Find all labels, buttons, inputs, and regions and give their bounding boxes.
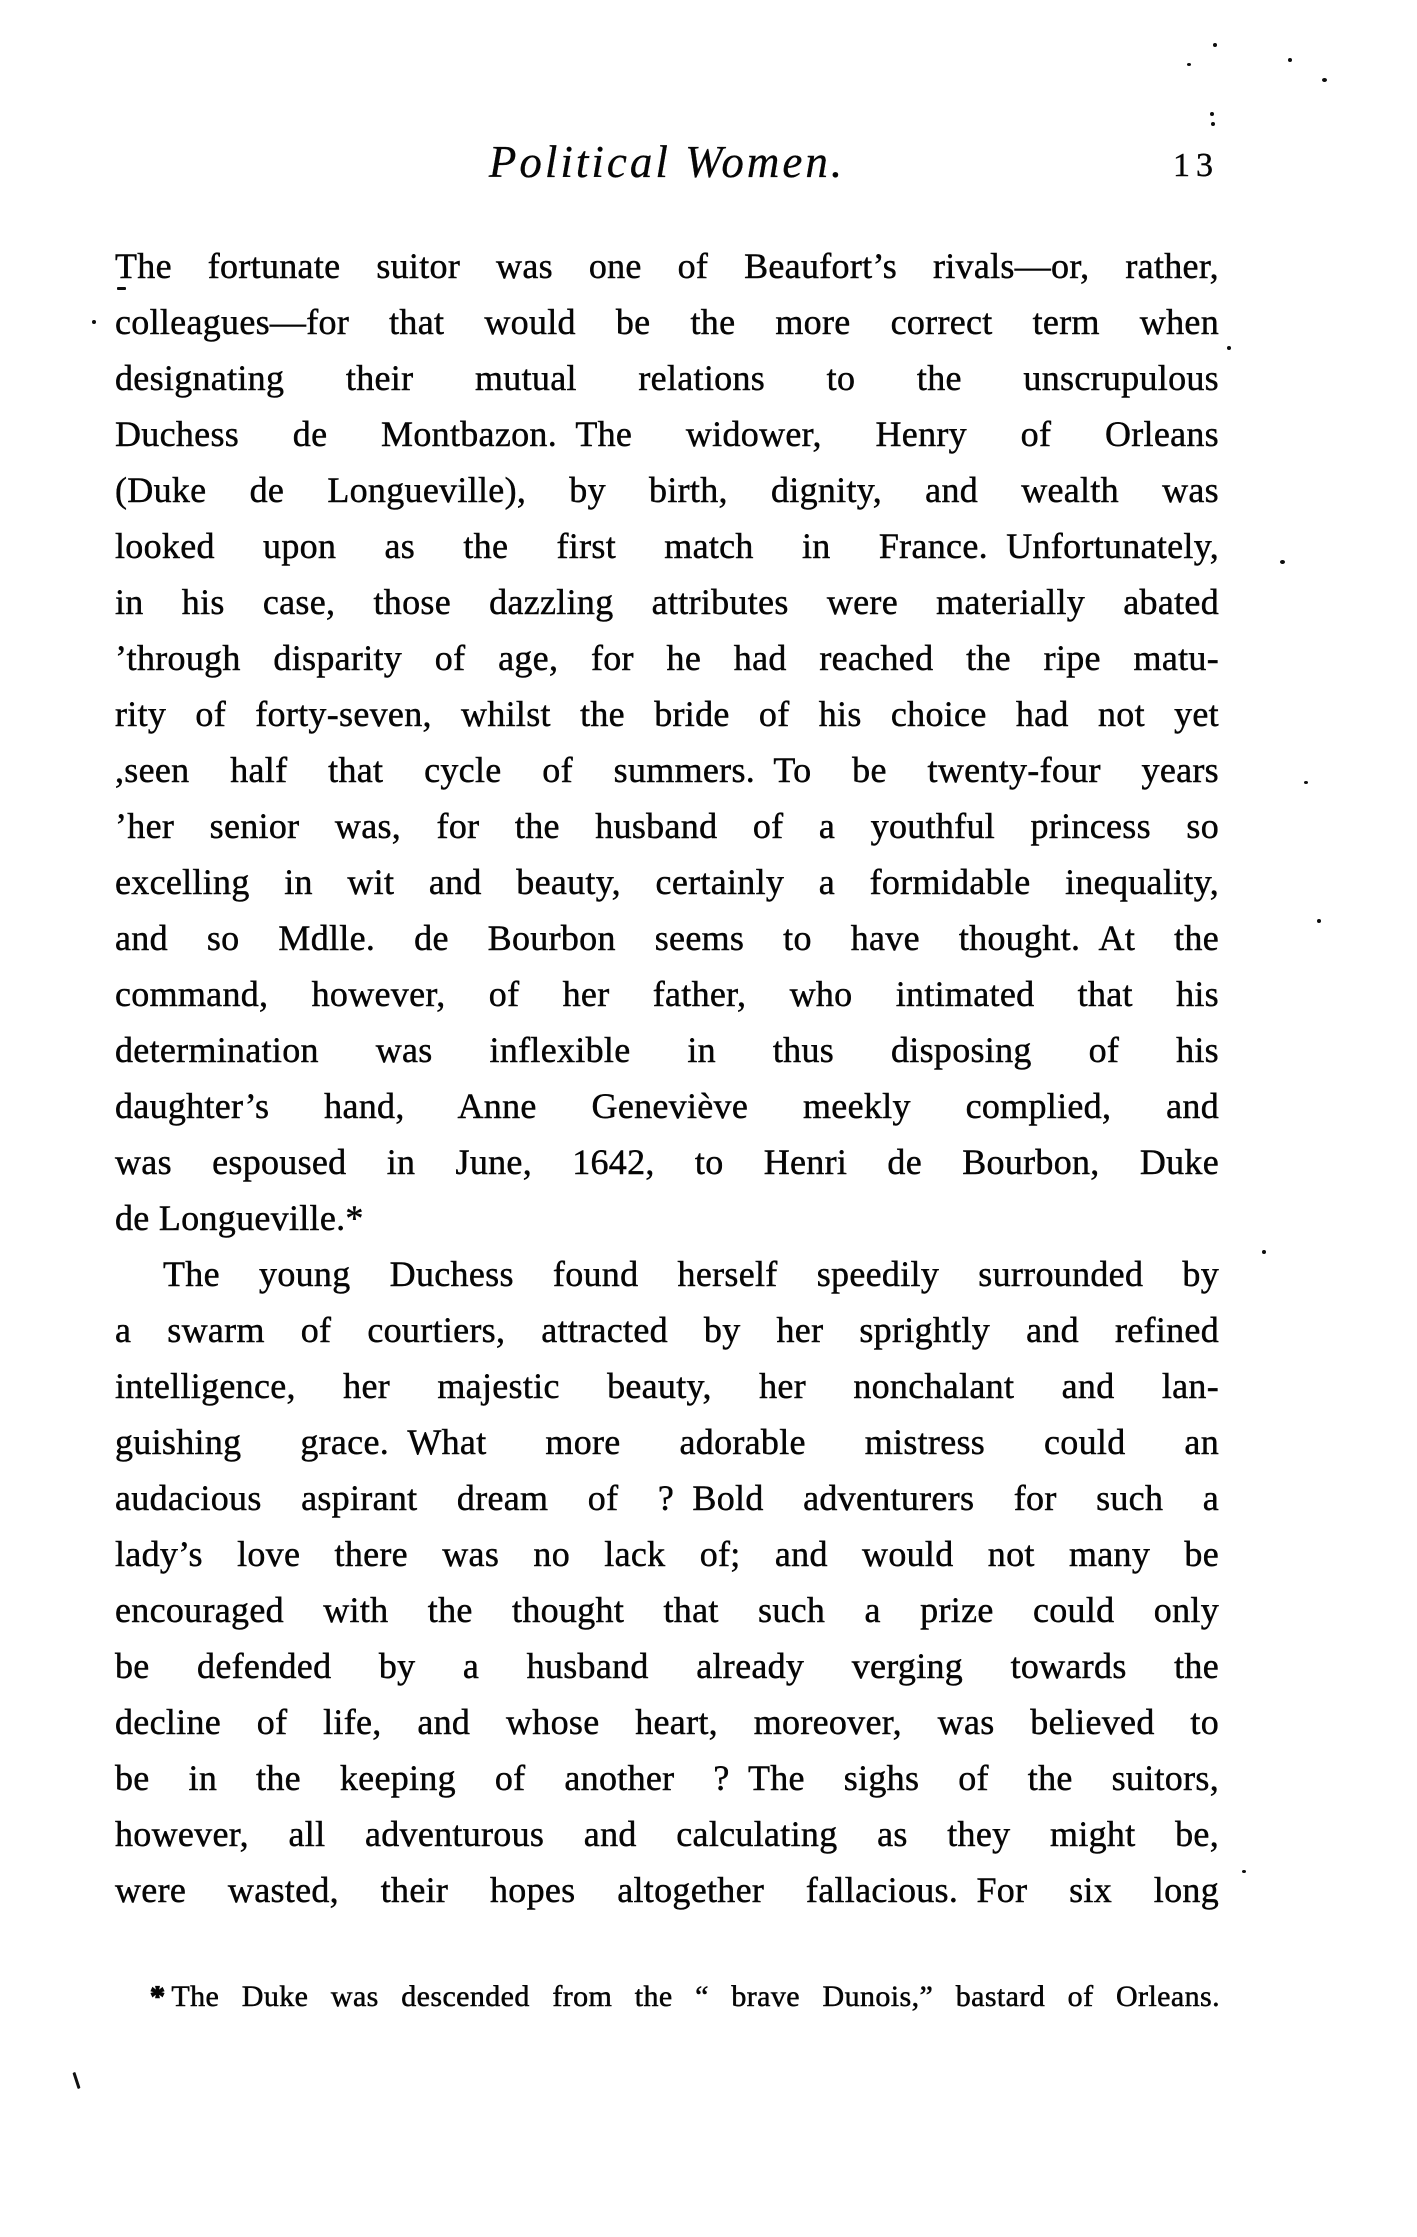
text-line: (Duke de Longueville), by birth, dignity, and wealth was bbox=[115, 470, 1219, 510]
text-line: daughter’s hand, Anne Geneviève meekly complied, and bbox=[115, 1086, 1219, 1126]
scan-speck bbox=[117, 287, 126, 290]
text-line: de Longueville.* bbox=[115, 1198, 364, 1238]
text-line: Duchess de Montbazon. The widower, Henry of Orleans bbox=[115, 414, 1219, 454]
scan-speck bbox=[1304, 781, 1308, 784]
text-line: ’her senior was, for the husband of a youthful princess so bbox=[115, 806, 1219, 846]
scan-speck bbox=[92, 320, 96, 324]
text-line: were wasted, their hopes altogether fallacious. For six long bbox=[115, 1870, 1219, 1910]
text-line: determination was inflexible in thus disposing of his bbox=[115, 1030, 1219, 1070]
text-line: intelligence, her majestic beauty, her nonchalant and lan- bbox=[115, 1366, 1219, 1406]
text-line: lady’s love there was no lack of; and would not many be bbox=[115, 1534, 1219, 1574]
text-line: The fortunate suitor was one of Beaufort’s rivals—or, rather, bbox=[115, 246, 1219, 286]
scan-speck bbox=[1280, 560, 1285, 564]
scan-speck bbox=[1211, 122, 1215, 126]
text-line: colleagues—for that would be the more correct term when bbox=[115, 302, 1219, 342]
text-line: be in the keeping of another ? The sighs of the suitors, bbox=[115, 1758, 1219, 1798]
text-line: The young Duchess found herself speedily surrounded by bbox=[163, 1254, 1219, 1294]
page-number: 13 bbox=[1173, 147, 1219, 184]
text-line: command, however, of her father, who intimated that his bbox=[115, 974, 1219, 1014]
text-line: encouraged with the thought that such a prize could only bbox=[115, 1590, 1219, 1630]
body-text bbox=[115, 238, 1219, 1918]
text-line: was espoused in June, 1642, to Henri de Bourbon, Duke bbox=[115, 1142, 1219, 1182]
footnote-marker: * bbox=[150, 1980, 166, 2013]
page-title: Political Women. bbox=[488, 137, 846, 187]
scan-speck bbox=[1242, 1870, 1246, 1873]
text-line: designating their mutual relations to the unscrupulous bbox=[115, 358, 1219, 398]
text-line: be defended by a husband already verging towards the bbox=[115, 1646, 1219, 1686]
scan-speck bbox=[1227, 346, 1231, 350]
footnote-text: The Duke was descended from the “ brave Dunois,” bastard of Orleans. bbox=[171, 1980, 1220, 2013]
text-line: guishing grace. What more adorable mistress could an bbox=[115, 1422, 1219, 1462]
text-line: looked upon as the first match in France. Unfortunately, bbox=[115, 526, 1219, 566]
text-line: decline of life, and whose heart, moreover, was believed to bbox=[115, 1702, 1219, 1742]
text-line: ,seen half that cycle of summers. To be twenty-four years bbox=[115, 750, 1219, 790]
text-line: audacious aspirant dream of ? Bold adventurers for such a bbox=[115, 1478, 1219, 1518]
text-line: excelling in wit and beauty, certainly a formidable inequality, bbox=[115, 862, 1219, 902]
scan-tick-mark bbox=[72, 2072, 80, 2089]
footnote bbox=[150, 1978, 1220, 2016]
running-header bbox=[115, 136, 1219, 196]
scan-speck bbox=[1322, 78, 1327, 82]
text-line: in his case, those dazzling attributes were materially abated bbox=[115, 582, 1219, 622]
text-line: rity of forty-seven, whilst the bride of his choice had not yet bbox=[115, 694, 1219, 734]
scan-speck bbox=[1187, 63, 1191, 66]
paragraph-2 bbox=[115, 1246, 1219, 1918]
scan-speck bbox=[1210, 112, 1214, 116]
text-line: a swarm of courtiers, attracted by her sprightly and refined bbox=[115, 1310, 1219, 1350]
text-line: however, all adventurous and calculating as they might be, bbox=[115, 1814, 1219, 1854]
paragraph-1 bbox=[115, 238, 1219, 1246]
scan-speck bbox=[1262, 1250, 1266, 1254]
scan-speck bbox=[1288, 58, 1292, 62]
scan-speck bbox=[1213, 43, 1217, 47]
scan-speck bbox=[1317, 919, 1321, 923]
text-line: ’through disparity of age, for he had reached the ripe matu- bbox=[115, 638, 1219, 678]
text-line: and so Mdlle. de Bourbon seems to have thought. At the bbox=[115, 918, 1219, 958]
